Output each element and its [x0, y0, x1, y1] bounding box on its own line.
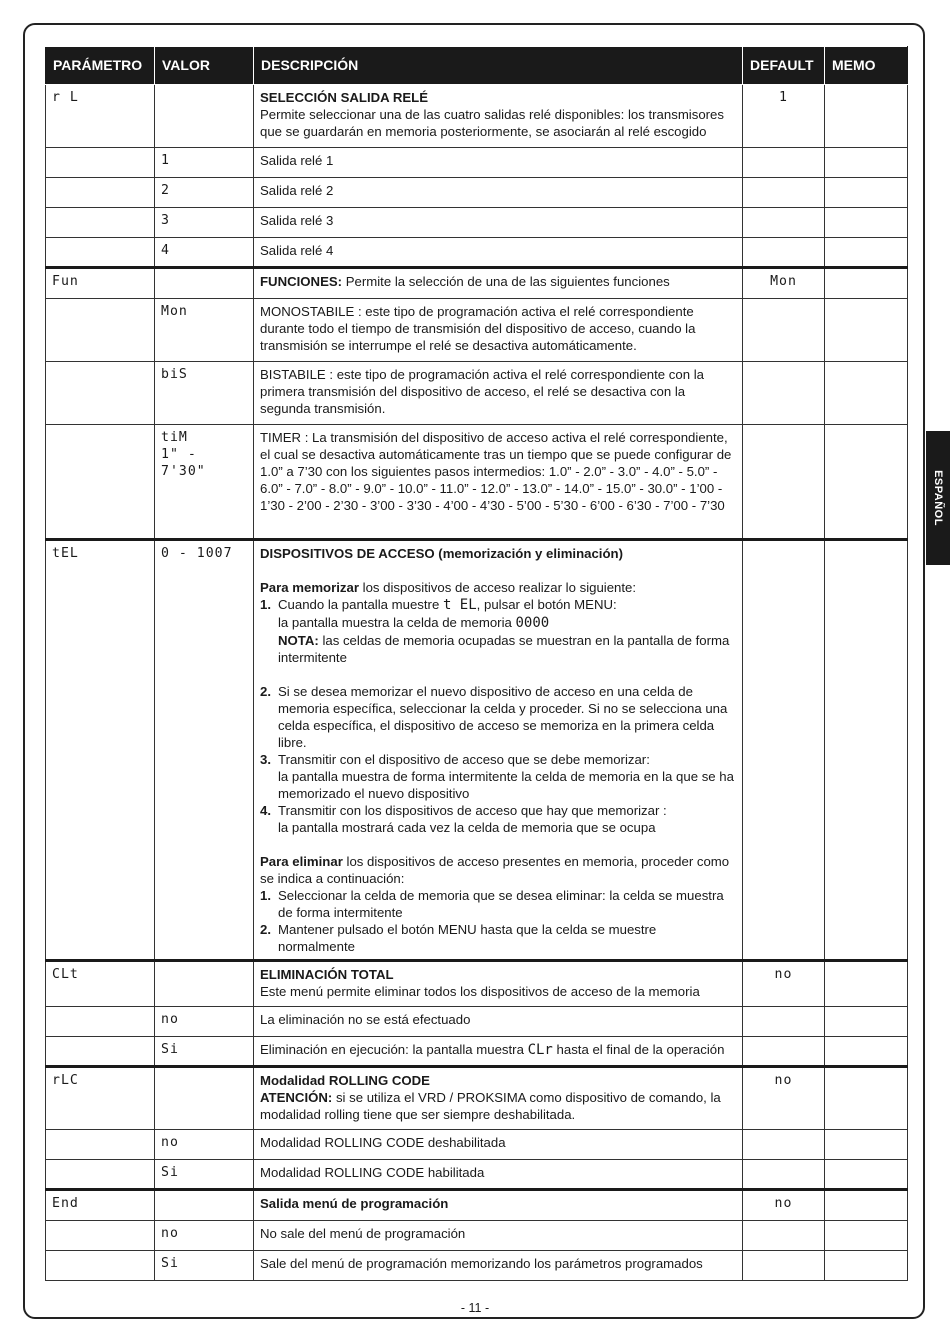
- header-default: DEFAULT: [743, 47, 825, 85]
- option-description: TIMER : La transmisión del dispositivo de acceso activa el relé correspondiente, el cual se desactiva automáticamente tras un tiempo que se puede configurar de 1.0” a 7’30 con los siguientes pasos intermedios: 1.0” - 2.0” - 3.0” - 4.0” - 5.0” - 6.0” - 7.0” - 8.0” - 9.0” - 10.0” - 11.0” - 12.0” - 13.0” - 14.0” - 15.0” - 30.0” - 1’00 - 1’30 - 2’00 - 2’30 - 3’00 - 3’30 - 4’00 - 4’30 - 5’00 - 5’30 - 6’00 - 6’30 - 7’00 - 7’30: [254, 425, 743, 540]
- table-row-rl: [46, 85, 908, 148]
- row-title: Salida menú de programación: [254, 1190, 743, 1221]
- option-value: 1: [155, 148, 254, 178]
- option-description: MONOSTABILE : este tipo de programación activa el relé correspondiente durante todo el tiempo de transmisión del dispositivo de acceso, cuando la transmisión se interrumpe el relé se desactiva automáticamente.: [254, 299, 743, 362]
- table-header-row: [46, 47, 908, 85]
- param-code: r L: [46, 85, 155, 148]
- option-value: no: [155, 1130, 254, 1160]
- option-description: Eliminación en ejecución: la pantalla muestra CLr hasta el final de la operación: [254, 1037, 743, 1067]
- option-description: No sale del menú de programación: [254, 1221, 743, 1251]
- option-value: Mon: [155, 299, 254, 362]
- table-row: [46, 362, 908, 425]
- table-row-rlc: [46, 1067, 908, 1130]
- table-row: [46, 1160, 908, 1190]
- default-value: 1: [743, 85, 825, 148]
- page-number: - 11 -: [460, 1301, 490, 1315]
- option-value: Si: [155, 1037, 254, 1067]
- table-row-end: [46, 1190, 908, 1221]
- description-cell: FUNCIONES: Permite la selección de una de las siguientes funciones: [254, 268, 743, 299]
- option-description: Modalidad ROLLING CODE habilitada: [254, 1160, 743, 1190]
- param-code: rLC: [46, 1067, 155, 1130]
- table-row: [46, 208, 908, 238]
- table-row: [46, 299, 908, 362]
- param-code: tEL: [46, 540, 155, 961]
- language-tab-label: ESPAÑOL: [932, 470, 944, 526]
- option-value: biS: [155, 362, 254, 425]
- option-description: BISTABILE : este tipo de programación activa el relé correspondiente con la primera transmisión del dispositivo de acceso, el relé se desactiva con la segunda transmisión.: [254, 362, 743, 425]
- header-valor: VALOR: [155, 47, 254, 85]
- option-value: 0 - 1007: [155, 540, 254, 961]
- option-value: Si: [155, 1160, 254, 1190]
- header-descripcion: DESCRIPCIÓN: [254, 47, 743, 85]
- description-cell: ELIMINACIÓN TOTAL Este menú permite eliminar todos los dispositivos de acceso de la memoria: [254, 961, 743, 1007]
- table-row: [46, 238, 908, 268]
- table-row: [46, 1007, 908, 1037]
- option-description: Modalidad ROLLING CODE deshabilitada: [254, 1130, 743, 1160]
- default-value: Mon: [743, 268, 825, 299]
- table-row-tel: [46, 540, 908, 961]
- option-value: tiM 1" - 7'30": [155, 425, 254, 540]
- table-row: [46, 1251, 908, 1281]
- option-value: 3: [155, 208, 254, 238]
- option-value: no: [155, 1007, 254, 1037]
- row-title: SELECCIÓN SALIDA RELÉ: [260, 90, 429, 105]
- option-description: Sale del menú de programación memorizando los parámetros programados: [254, 1251, 743, 1281]
- option-value: 2: [155, 178, 254, 208]
- language-tab: [926, 431, 950, 565]
- table-row: [46, 178, 908, 208]
- table-row: [46, 1221, 908, 1251]
- table-row: [46, 148, 908, 178]
- value-cell: [155, 85, 254, 148]
- description-cell: Modalidad ROLLING CODE ATENCIÓN: si se utiliza el VRD / PROKSIMA como dispositivo de comando, la modalidad rolling tiene que ser siempre deshabilitada.: [254, 1067, 743, 1130]
- header-parametro: PARÁMETRO: [46, 47, 155, 85]
- default-value: no: [743, 961, 825, 1007]
- option-value: Si: [155, 1251, 254, 1281]
- parameter-table: [45, 46, 908, 1281]
- description-cell: DISPOSITIVOS DE ACCESO (memorización y eliminación) Para memorizar los dispositivos de acceso realizar lo siguiente: 1. Cuando la pantalla muestre t EL, pulsar el botón MENU: la pantalla muestra la celda de memoria 0000 NOTA: las celdas de memoria ocupadas se muestran en la pantalla de forma intermitente 2. Si se desea memorizar el nuevo dispositivo de acceso en una celda de memoria específica, seleccionar la celda y proceder. Si no se selecciona una celda específica, el dispositivo de acceso se memoriza en la primera celda libre. 3. Transmitir con el dispositivo de acceso que se debe memorizar: la pantalla muestra de forma intermitente la celda de memoria en la que se ha memorizado el nuevo dispositivo 4. Transmitir con los dispositivos de acceso que hay que memorizar : la pantalla mostrará cada vez la celda de memoria que se ocupa Para eliminar los dispositivos de acceso presentes en memoria, proceder como se indica a continuación: 1. Seleccionar la celda de memoria que se desea eliminar: la celda se muestra de forma intermitente 2. Mantener pulsado el botón MENU hasta que la celda se muestre normalmente: [254, 540, 743, 961]
- param-code: CLt: [46, 961, 155, 1007]
- row-description: Permite seleccionar una de las cuatro salidas relé disponibles: los transmisores que se guardarán en memoria posteriormente, se asociarán al relé escogido: [260, 107, 724, 139]
- param-code: Fun: [46, 268, 155, 299]
- description-cell: [254, 85, 743, 148]
- header-memo: MEMO: [825, 47, 908, 85]
- option-value: no: [155, 1221, 254, 1251]
- option-description: La eliminación no se está efectuado: [254, 1007, 743, 1037]
- table-row-fun: [46, 268, 908, 299]
- default-value: no: [743, 1067, 825, 1130]
- param-code: End: [46, 1190, 155, 1221]
- memo-cell: [825, 85, 908, 148]
- option-description: Salida relé 2: [254, 178, 743, 208]
- option-description: Salida relé 4: [254, 238, 743, 268]
- default-value: no: [743, 1190, 825, 1221]
- option-description: Salida relé 1: [254, 148, 743, 178]
- table-row-clt: [46, 961, 908, 1007]
- table-row: [46, 1130, 908, 1160]
- table-row: [46, 425, 908, 540]
- option-description: Salida relé 3: [254, 208, 743, 238]
- table-row: [46, 1037, 908, 1067]
- option-value: 4: [155, 238, 254, 268]
